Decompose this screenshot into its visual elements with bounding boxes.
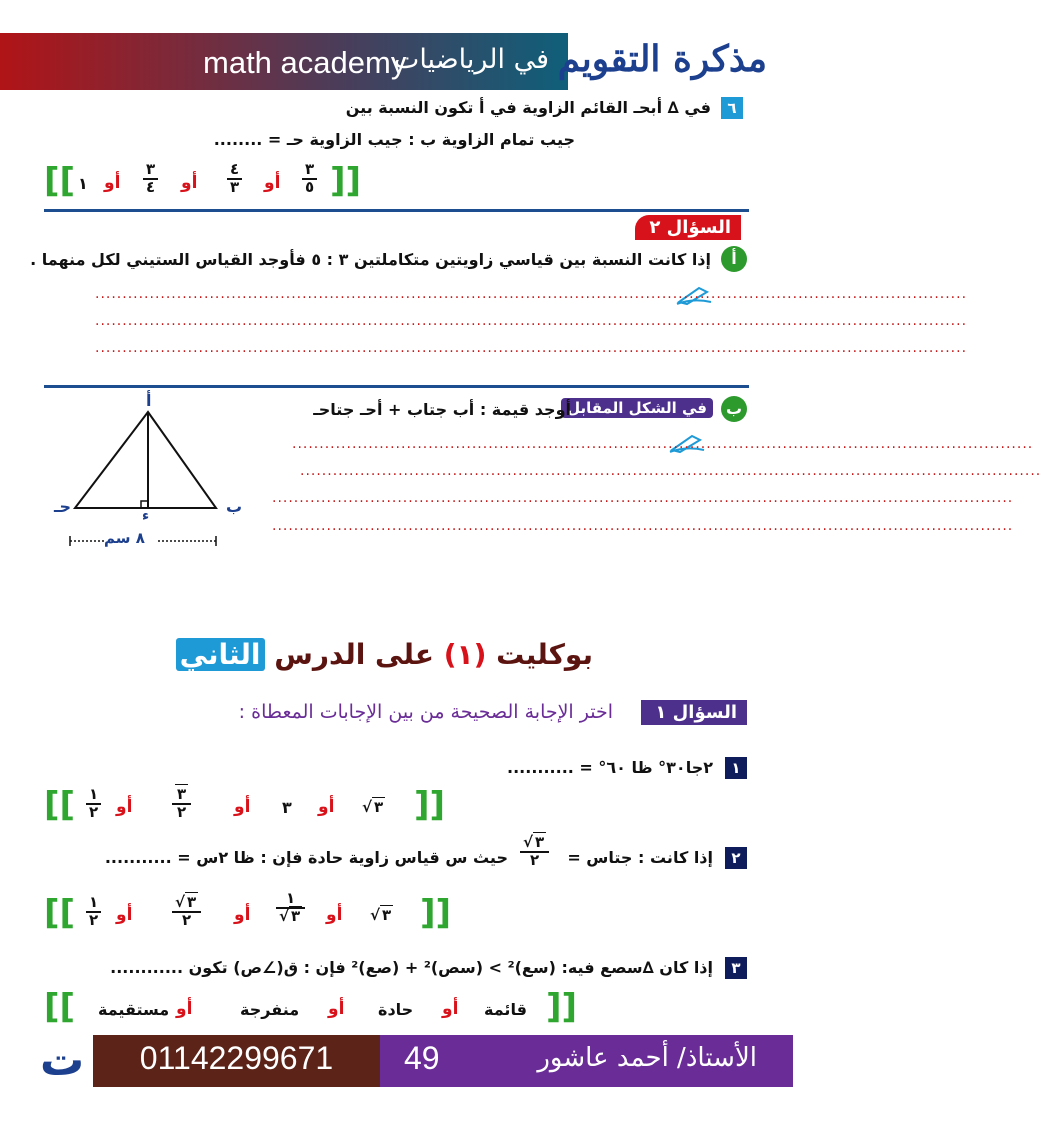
or-word: أو — [104, 173, 121, 193]
item-3-options: [[ مستقيمة أو منفرجة أو حادة أو قائمة ]] — [44, 987, 578, 1027]
option-acute[interactable]: حادة — [378, 1000, 414, 1019]
vertex-b-label: ب — [226, 497, 243, 516]
option-right[interactable]: قائمة — [484, 1000, 527, 1019]
part-a-badge: أ — [721, 246, 747, 272]
booklet-title: بوكليت (١) على الدرس الثاني — [176, 638, 593, 671]
or-word: أو — [181, 173, 198, 193]
instruction-text: اختر الإجابة الصحيحة من بين الإجابات المعطاة : — [238, 701, 613, 723]
item-1-options: [[ ١ ٢ أو ٣ ٢ أو ٣ أو √ ٣ ]] — [44, 785, 446, 825]
part-b-badge: ب — [721, 396, 747, 422]
option-1[interactable]: ١ — [78, 174, 88, 193]
header-brand: math academy — [203, 45, 407, 80]
option-root3[interactable]: √ ٣ — [362, 798, 384, 816]
item-1-text: ٢جا٣٠° ظا ٦٠° = ........... — [507, 758, 713, 777]
open-bracket: [[ — [44, 161, 76, 201]
answer-line[interactable]: ................................................................................................................................................................ — [95, 340, 968, 356]
option-one-half[interactable]: ١ ٢ — [86, 787, 101, 821]
item-2-options: [[ ١ ٢ أو √ ٣ ٢ أو ١ √ ٣ أو √ ٣ ]] — [44, 889, 452, 933]
option-3-4[interactable]: ٣ ٤ — [143, 162, 158, 196]
answer-line[interactable]: ................................................................................................................................................................ — [95, 313, 968, 329]
answer-line[interactable]: ........................................................................................................................................ — [272, 518, 1014, 534]
answer-line[interactable]: ................................................................................................................................................................ — [95, 286, 968, 302]
option-root3-over-2[interactable]: √ ٣ ٢ — [172, 895, 201, 929]
triangle-figure — [50, 390, 250, 550]
page-number: 49 — [404, 1040, 440, 1076]
item-number-2: ٢ — [725, 847, 747, 869]
close-bracket: ]] — [330, 161, 362, 201]
item-2-fraction: √ ٣ ٢ — [520, 835, 549, 869]
part-b-text: أوجد قيمة : أب جتاب + أحـ جتاحـ — [313, 400, 571, 419]
or-word: أو — [264, 173, 281, 193]
question-1-banner: السؤال ١ — [641, 700, 747, 725]
item-3-text: إذا كان ∆سصع فيه: (سع)² > (سص)² + (صع)² فإن : ق(∠ص) تكون ............ — [110, 958, 713, 977]
question-6-options — [44, 160, 362, 206]
section-divider — [44, 385, 749, 388]
part-a-text: إذا كانت النسبة بين قياسي زاويتين متكاملتين ٣ : ٥ فأوجد القياس الستيني لكل منهما . — [30, 250, 711, 269]
header-title: مذكرة التقويم — [557, 38, 767, 80]
question-6-line2: جيب تمام الزاوية ب : جيب الزاوية حـ = ........ — [213, 130, 575, 149]
footer-logo: ت — [40, 1035, 85, 1086]
answer-line[interactable]: ........................................................................................................................................ — [292, 436, 1034, 452]
question-6-line1: في ∆ أبحـ القائم الزاوية في أ تكون النسبة بين — [345, 98, 711, 117]
vertex-c-label: حـ — [54, 497, 71, 516]
question-number-6: ٦ — [721, 97, 743, 119]
answer-line[interactable]: ........................................................................................................................................ — [272, 490, 1014, 506]
base-length-label: ٨ سم — [104, 529, 145, 547]
question-2-banner: السؤال ٢ — [635, 215, 741, 240]
option-3[interactable]: ٣ — [282, 798, 292, 817]
vertex-a-label: أ — [146, 391, 152, 410]
footer-phone: 01142299671 — [139, 1040, 334, 1076]
option-4-3[interactable]: ٤ ٣ — [227, 162, 242, 196]
item-2-text-after: حيث س قياس زاوية حادة فإن : ظا ٢س = ........... — [104, 848, 508, 867]
option-one-half[interactable]: ١ ٢ — [86, 895, 101, 929]
option-obtuse[interactable]: منفرجة — [240, 1000, 300, 1019]
triangle-shape — [75, 412, 216, 508]
header-subject: في الرياضيات — [393, 44, 549, 75]
section-divider — [44, 209, 749, 212]
item-number-3: ٣ — [725, 957, 747, 979]
answer-line[interactable]: ........................................................................................................................................ — [300, 463, 1041, 479]
item-2-text-before: إذا كانت : جتاس = — [567, 848, 713, 867]
option-root3[interactable]: √ ٣ — [370, 906, 392, 924]
figure-label: في الشكل المقابل — [561, 398, 713, 418]
option-3-5[interactable]: ٣ ٥ — [302, 162, 317, 196]
footer-author: الأستاذ/ أحمد عاشور — [537, 1043, 757, 1073]
vertex-d-label: ء — [142, 508, 150, 524]
option-straight[interactable]: مستقيمة — [98, 1000, 170, 1019]
option-one-over-root3[interactable]: ١ √ ٣ — [276, 891, 305, 925]
option-root3-over-2[interactable]: ٣ ٢ — [172, 787, 191, 821]
item-number-1: ١ — [725, 757, 747, 779]
right-angle-mark — [141, 501, 148, 508]
